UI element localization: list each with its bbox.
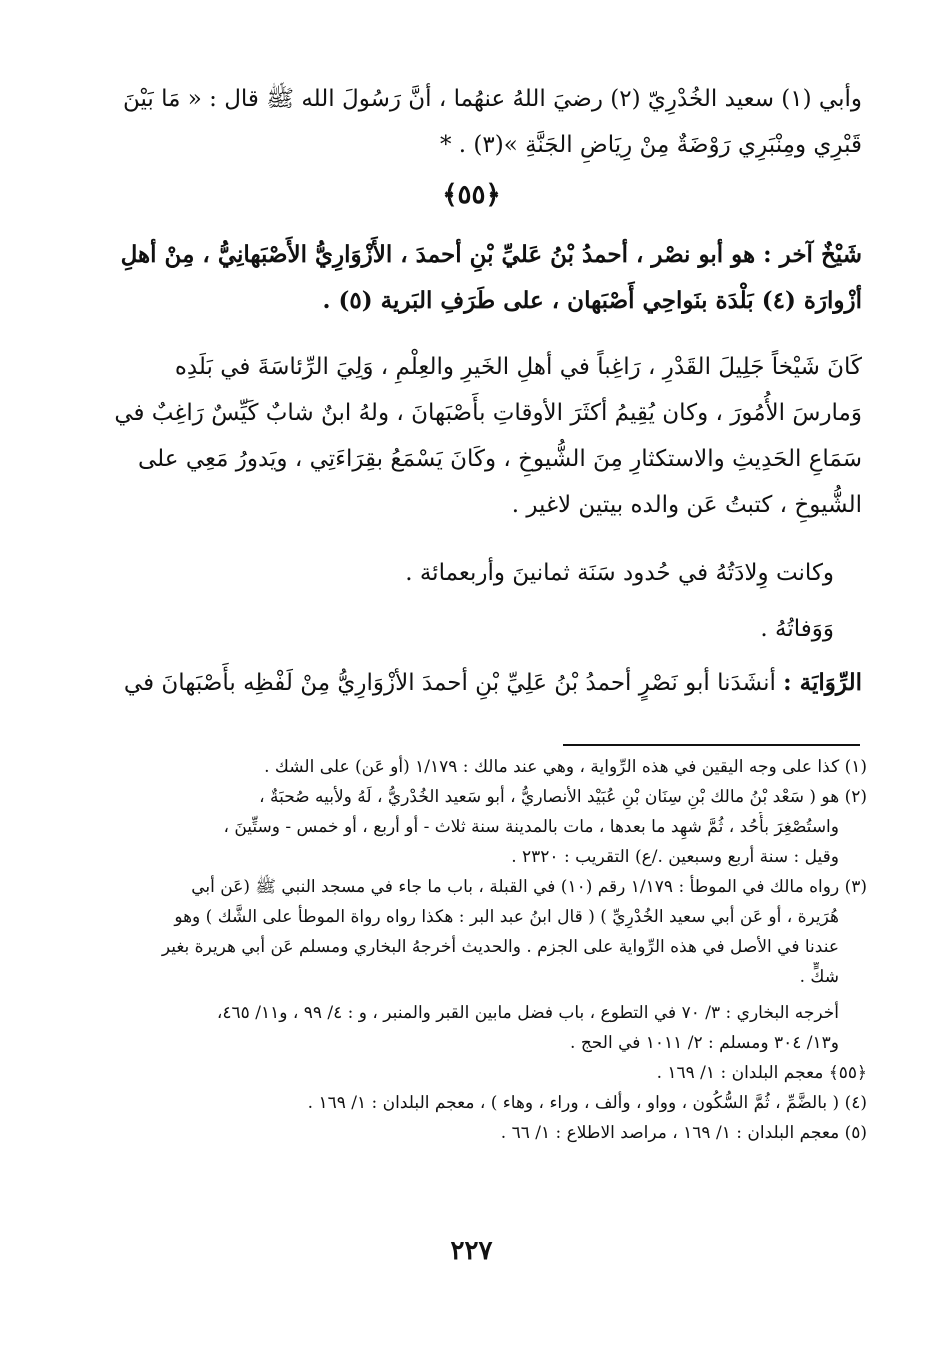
footnote	[92, 1118, 867, 1148]
text-line	[92, 660, 862, 706]
entry-heading	[92, 232, 862, 324]
footnote-separator	[563, 744, 860, 746]
text-line: قَبْرِي ومِنْبَرِي رَوْضَةٌ مِنْ رِيَاضِ الجَنَّةِ »(٣) . *	[439, 132, 862, 158]
heading-line: شَيْخٌ آخر : هو أبو نصْر ، أحمدُ بْنُ عَليِّ بْنِ أحمدَ ، الأَزْوَارِيُّ الأَصْبَهانِيُّ ، مِنْ أهلِ	[120, 241, 862, 268]
text-line: وَمارسَ الأُمُورَ ، وكان يُقِيمُ أكثَرَ الأوقاتِ بأَصْبَهانَ ، ولهُ ابنٌ شابٌ كَيِّسٌ رَاغِبٌ في	[114, 400, 862, 426]
footnote	[92, 1088, 867, 1118]
death-line	[92, 606, 862, 652]
footnote-line: شكٍّ .	[799, 967, 839, 987]
footnote-line: ﴿٥٥﴾ معجم البلدان : ١/ ١٦٩ .	[656, 1063, 867, 1083]
page-number: ٢٢٧	[450, 1236, 493, 1266]
footnote-line: (٥) معجم البلدان : ١/ ١٦٩ ، مراصد الاطلاع : ١/ ٦٦ .	[500, 1123, 867, 1143]
text-line: وَوَفاتُهُ .	[760, 616, 834, 642]
heading-line: أزْوارَة (٤) بَلْدَة بنَواحِي أَصْبَهان ، على طَرَفِ البَرية (٥) .	[322, 287, 862, 314]
footnotes	[92, 752, 867, 1148]
text-line: كَانَ شَيْخاً جَلِيلَ القَدْرِ ، رَاغِباً في أهلِ الخَيرِ والعِلْمِ ، وَلِيَ الرِّئاسَةَ في بَلَدِه	[174, 354, 862, 380]
footnote	[92, 752, 867, 782]
text-line: الشُّيوخِ ، كتبتُ عَن والده بيتين لاغير .	[511, 492, 862, 518]
footnote-line: هُرَيرة ، أو عَن أبي سعيد الخُدْرِيِّ ) ( قال ابنُ عبد البر : هكذا رواه رواة الموطأ على الشَّك ) وهو	[174, 907, 839, 927]
text-line: وأبي (١) سعيد الخُدْرِيّ (٢) رضيَ اللهُ عنهُما ، أنَّ رَسُولَ الله ﷺ قال : « مَا بَيْنَ	[122, 86, 862, 112]
birth-line	[92, 550, 862, 596]
top-paragraph	[92, 76, 862, 168]
footnote	[92, 782, 867, 872]
footnote	[92, 998, 867, 1058]
footnote-line: أخرجه البخاري : ٣/ ٧٠ في التطوع ، باب فضل مابين القبر والمنبر ، و : ٤/ ٩٩ ، و١١/ ٤٦٥،	[216, 1003, 839, 1023]
riwaya-label: الرِّوَايَة :	[783, 669, 862, 696]
footnote-line: وقيل : سنة أربع وسبعين ./ع) التقريب : ٢٣٢٠ .	[511, 847, 839, 867]
footnote-line: (٣) رواه مالك في الموطأ : ١/١٧٩ رقم (١٠) في القبلة ، باب ما جاء في مسجد النبي ﷺ (عَن أبي	[191, 877, 867, 897]
text-line: سَمَاعِ الحَدِيثِ والاستكثارِ مِنَ الشُّيوخِ ، وكَانَ يَسْمَعُ بقِرَاءَتِي ، ويَدورُ مَعِي على	[138, 446, 862, 472]
section-marker: ﴿٥٥﴾	[442, 180, 501, 210]
footnote-line: و١٣/ ٣٠٤ ومسلم : ٢/ ١٠١١ في الحج .	[570, 1033, 839, 1053]
footnote-line: (١) كذا على وجه اليقين في هذه الرِّواية ، وهي عند مالك : ١/١٧٩ (أو عَن) على الشك .	[264, 757, 867, 777]
riwaya-line	[92, 660, 862, 706]
footnote-line: واستُصْغِرَ بأُحُد ، ثُمَّ شهِد ما بعدها ، مات بالمدينة سنة ثلاث - أو أربع ، أو خمس - وستِّينَ ،	[223, 817, 839, 837]
footnote	[92, 872, 867, 992]
footnote-line: (٤) ( بالضَّمِّ ، ثُمَّ السُّكُون ، وواو ، وألف ، وراء ، وهاء ) ، معجم البلدان : ١/ ١٦٩ .	[307, 1093, 867, 1113]
biography-paragraph	[92, 344, 862, 528]
footnote	[92, 1058, 867, 1088]
riwaya-text: أنشَدَنا أبو نَصْرٍ أحمدُ بْنُ عَلِيِّ بْنِ أحمدَ الأزْوَارِيُّ مِنْ لَفْظِه بأَصْبَهانَ في	[123, 670, 776, 696]
text-line: وكانت وِلادَتُهُ في حُدود سَنَة ثمانينَ وأربعمائة .	[405, 560, 834, 586]
footnote-line: (٢) هو ( سَعْد بْنُ مالك بْنِ سِنَان بْنِ عُبَيْد الأنصاريُّ ، أبو سَعيد الخُدْريُّ ، لَهُ ولأبيه صُحبَةٌ ،	[259, 787, 867, 807]
footnote-line: عندنا في الأصل في هذه الرِّواية على الجزم . والحديث أخرجهُ البخاري ومسلم عَن أبي هريرة بغير	[161, 937, 839, 957]
